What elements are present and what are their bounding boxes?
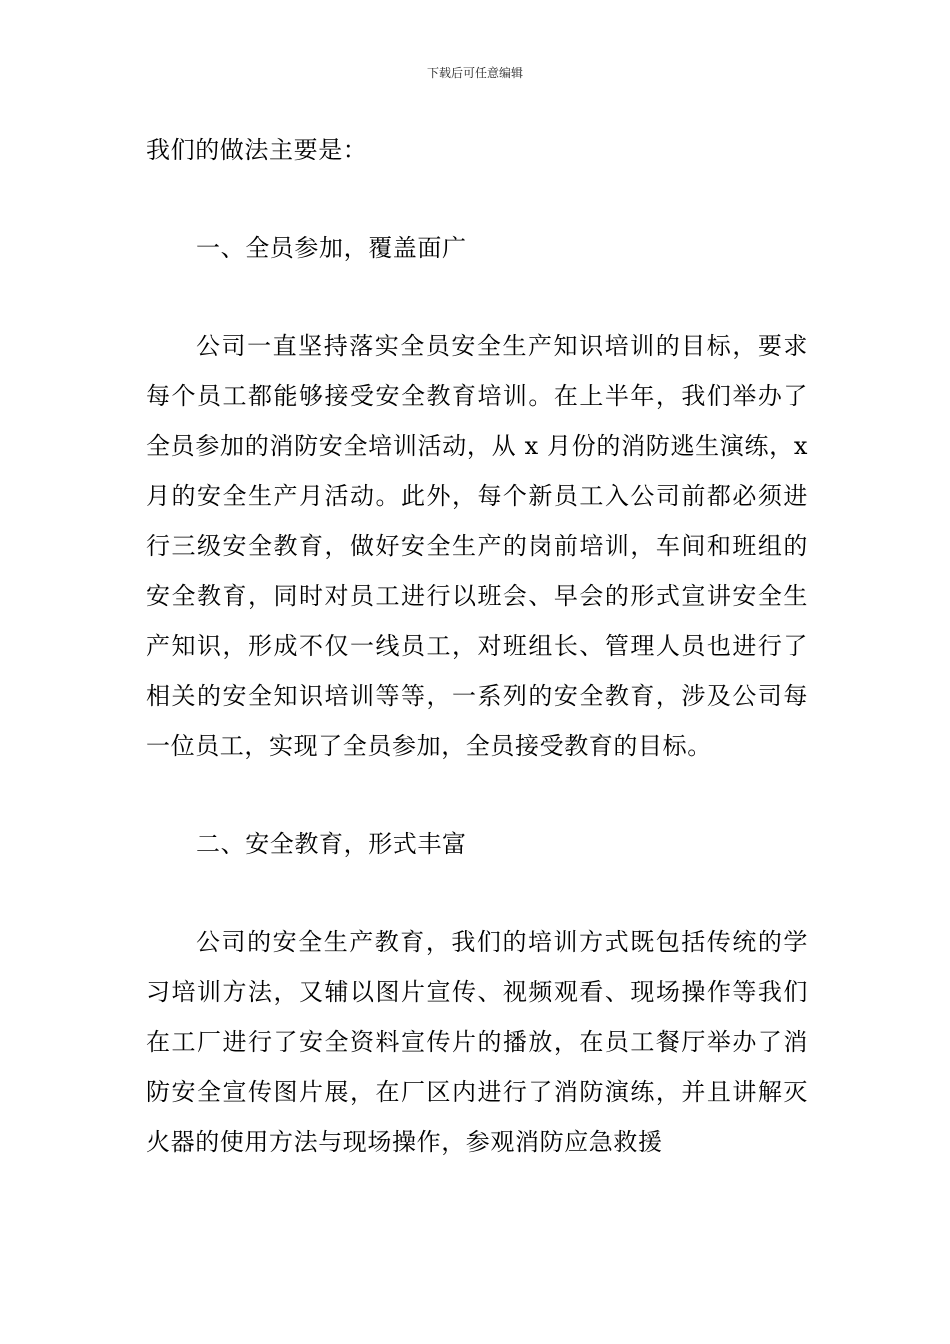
section-1-paragraph: 公司一直坚持落实全员安全生产知识培训的目标，要求每个员工都能够接受安全教育培训。在上半年，我们举办了全员参加的消防安全培训活动，从 x 月份的消防逃生演练，x 月的安全生产月活动。此外，每个新员工入公司前都必须进行三级安全教育，做好安全生产的岗前培训，车间和班组的安全教育，同时对员工进行以班会、早会的形式宣讲安全生产知识，形成不仅一线员工，对班组长、管理人员也进行了相关的安全知识培训等等，一系列的安全教育，涉及公司每一位员工，实现了全员参加，全员接受教育的目标。 bbox=[146, 332, 808, 760]
section-2-paragraph: 公司的安全生产教育，我们的培训方式既包括传统的学习培训方法，又辅以图片宣传、视频观看、现场操作等我们在工厂进行了安全资料宣传片的播放，在员工餐厅举办了消防安全宣传图片展，在厂区内进行了消防演练，并且讲解灭火器的使用方法与现场操作，参观消防应急救援 bbox=[146, 928, 808, 1156]
document-body bbox=[146, 125, 808, 1167]
section-1-heading: 一、全员参加，覆盖面广 bbox=[196, 234, 467, 262]
section-2-heading: 二、安全教育，形式丰富 bbox=[196, 830, 467, 858]
intro-text: 我们的做法主要是： bbox=[146, 136, 368, 164]
spacer bbox=[146, 273, 808, 321]
spacer bbox=[146, 771, 808, 819]
header-note: 下载后可任意编辑 bbox=[426, 66, 523, 80]
spacer bbox=[146, 869, 808, 917]
